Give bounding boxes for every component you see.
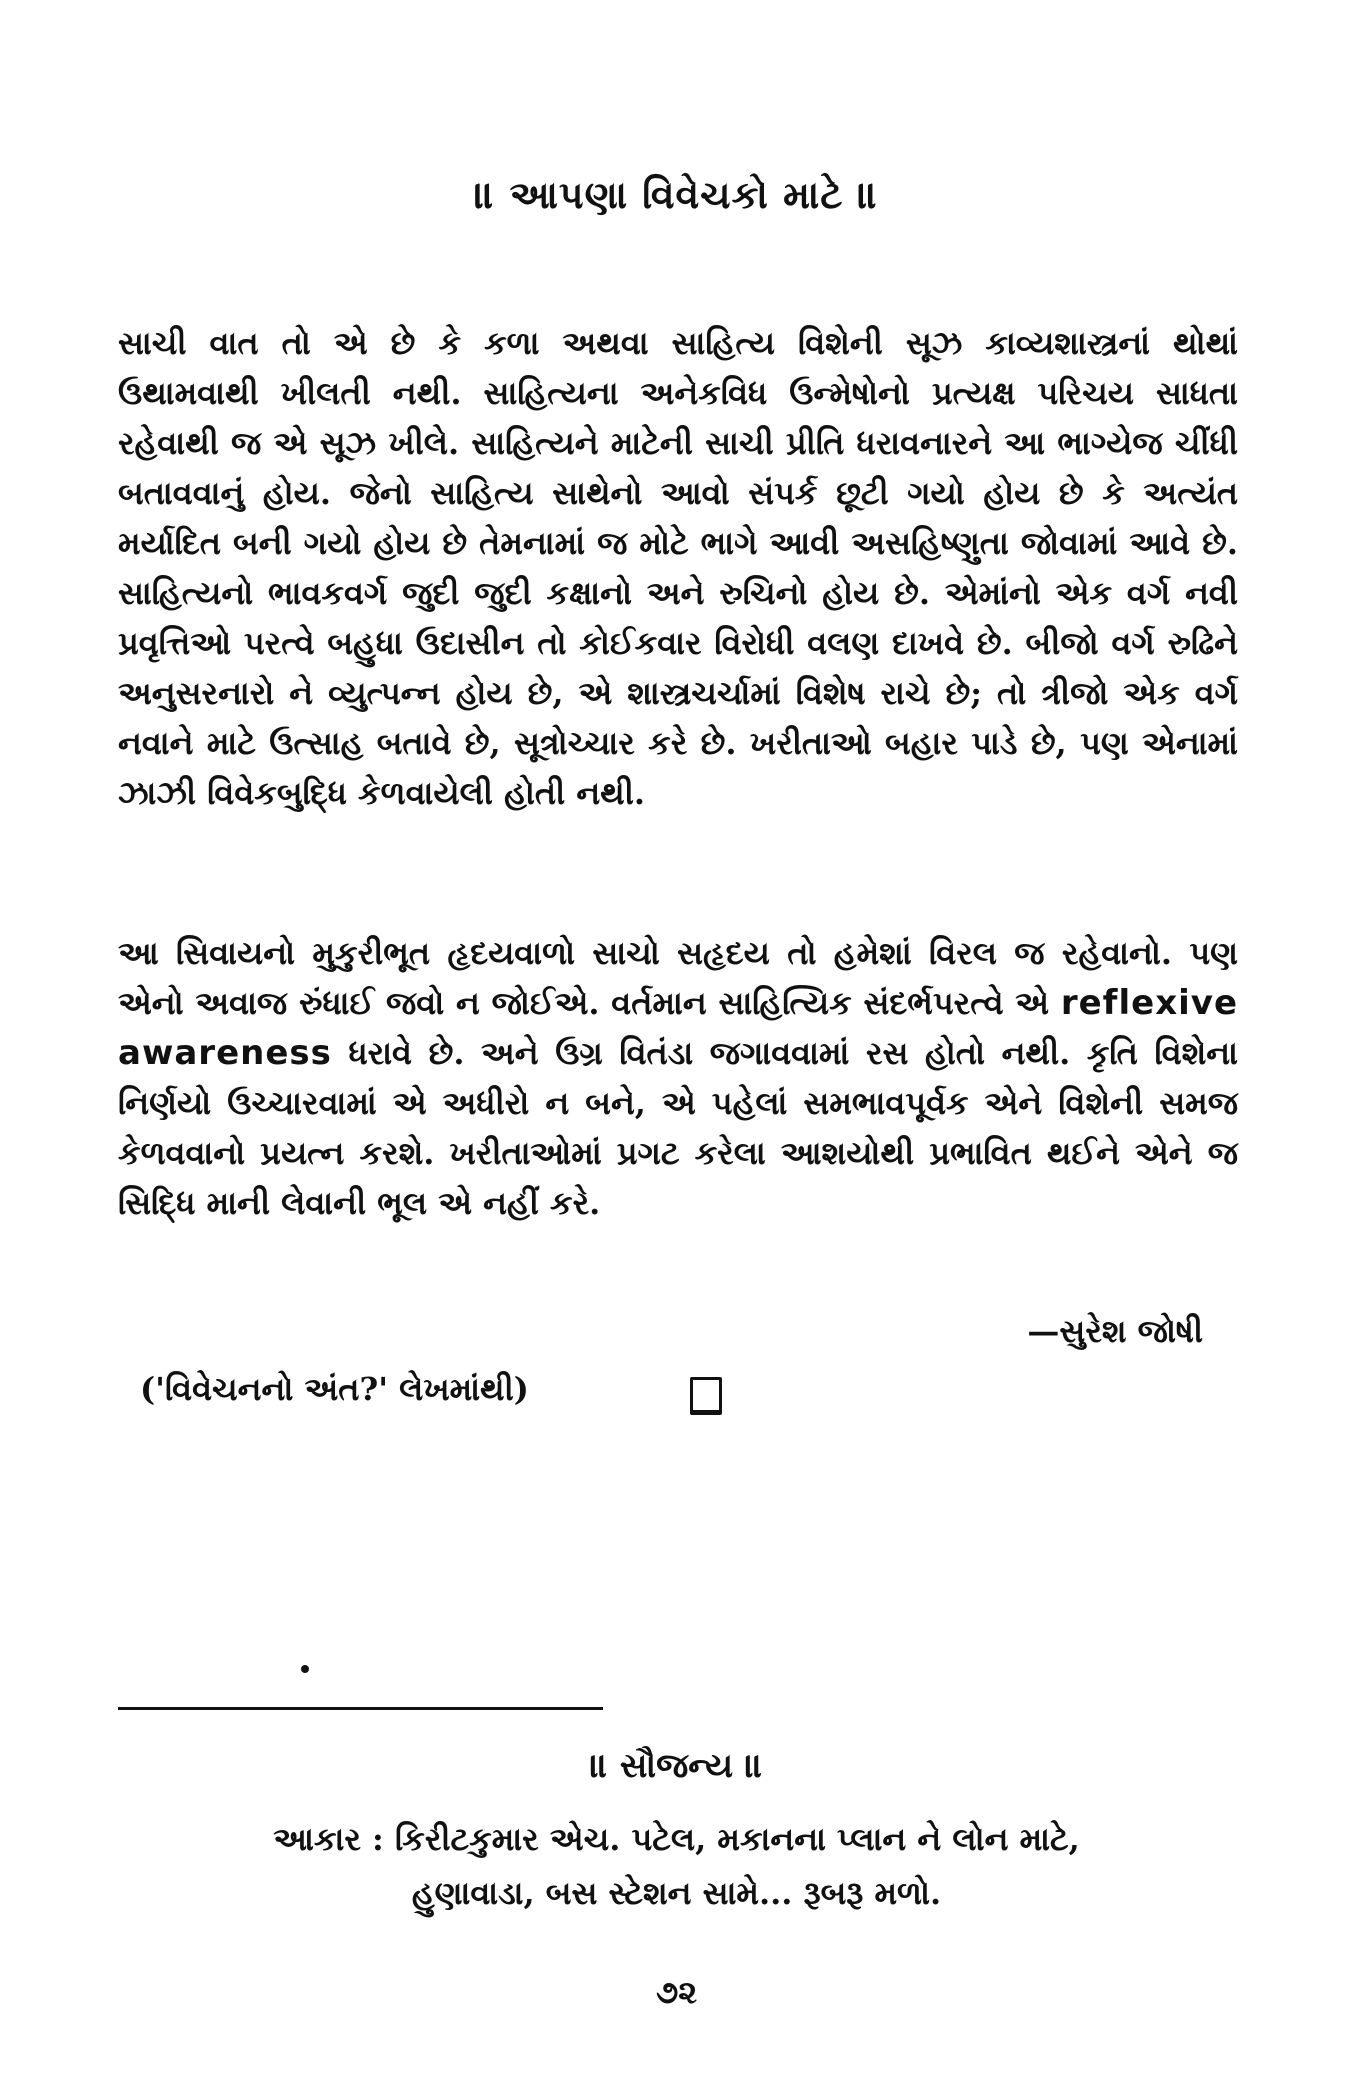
page-title: ॥ આપણા વિવેચકો માટે ॥ [474,172,879,217]
paragraph-1: સાચી વાત તો એ છે કે કળા અથવા સાહિત્ય વિશેની સૂઝ કાવ્યશાસ્ત્રનાં થોથાં ઉથામવાથી ખીલતી નથી. સાહિત્યના અનેકવિધ ઉન્મેષોનો પ્રત્યક્ષ પરિચય સાધતા રહેવાથી જ એ સૂઝ ખીલે. સાહિત્યને માટેની સાચી પ્રીતિ ધરાવનારને આ ભાગ્યેજ ચીંધી બતાવવાનું હોય. જેનો સાહિત્ય સાથેનો આવો સંપર્ક છૂટી ગયો હોય છે કે અત્યંત મર્યાદિત બની ગયો હોય છે તેમનામાં જ મોટે ભાગે આવી અસહિષ્ણુતા જોવામાં આવે છે. સાહિત્યનો ભાવકવર્ગ જુદી જુદી કક્ષાનો અને રુચિનો હોય છે. એમાંનો એક વર્ગ નવી પ્રવૃત્તિઓ પરત્વે બહુધા ઉદાસીન તો કોઈકવાર વિરોધી વલણ દાખવે છે. બીજો વર્ગ રુઢિને અનુસરનારો ને વ્યુત્પન્ન હોય છે, એ શાસ્ત્રચર્ચામાં વિશેષ રાચે છે; તો ત્રીજો એક વર્ગ નવાને માટે ઉત્સાહ બતાવે છે, સૂત્રોચ્ચાર કરે છે. ખરીતાઓ બહાર પાડે છે, પણ એનામાં ઝાઝી વિવેકબુદ્ધિ કેળવાયેલી હોતી નથી. [118,324,1239,812]
courtesy-line-1: આકાર : કિરીટકુમાર એચ. પટેલ, મકાનના પ્લાન ને લોન માટે, [273,1820,1080,1858]
courtesy-heading: ॥ સૌજન્ય ॥ [590,1746,763,1786]
courtesy-line-2: હુણાવાડા, બસ સ્ટેશન સામે... રૂબરૂ મળો. [411,1874,942,1912]
dot-mark [301,1665,309,1673]
paragraph-2-english-phrase: reflexive awareness [118,983,1238,1073]
paragraph-2-text-end: ધરાવે છે. અને ઉગ્ર વિતંડા જગાવવામાં રસ હોતો નથી. કૃતિ વિશેના નિર્ણયો ઉચ્ચારવામાં એ અધીરો ન બને, એ પહેલાં સમભાવપૂર્વક એને વિશેની સમજ કેળવવાનો પ્રયત્ન કરશે. ખરીતાઓમાં પ્રગટ કરેલા આશયોથી પ્રભાવિત થઈને એને જ સિદ્ધિ માની લેવાની ભૂલ એ નહીં કરે. [118,1034,1238,1222]
paragraph-2-text-start: આ સિવાયનો મુકુરીભૂત હૃદયવાળો સાચો સહૃદય તો હમેશાં વિરલ જ રહેવાનો. પણ એનો અવાજ રુંધાઈ જવો ન જોઈએ. વર્તમાન સાહિત્યિક સંદર્ભપરત્વે એ [118,934,1238,1022]
end-of-article-icon [690,1377,722,1415]
divider-rule [118,1707,603,1710]
author-signature: —સુરેશ જોષી [1027,1312,1203,1350]
paragraph-2 [118,928,1238,1228]
courtesy-advertisement [0,1812,1353,1920]
source-citation: ('વિવેચનનો અંત?' લેખમાંથી) [140,1370,529,1408]
page-number: ૭૨ [655,1973,698,2011]
